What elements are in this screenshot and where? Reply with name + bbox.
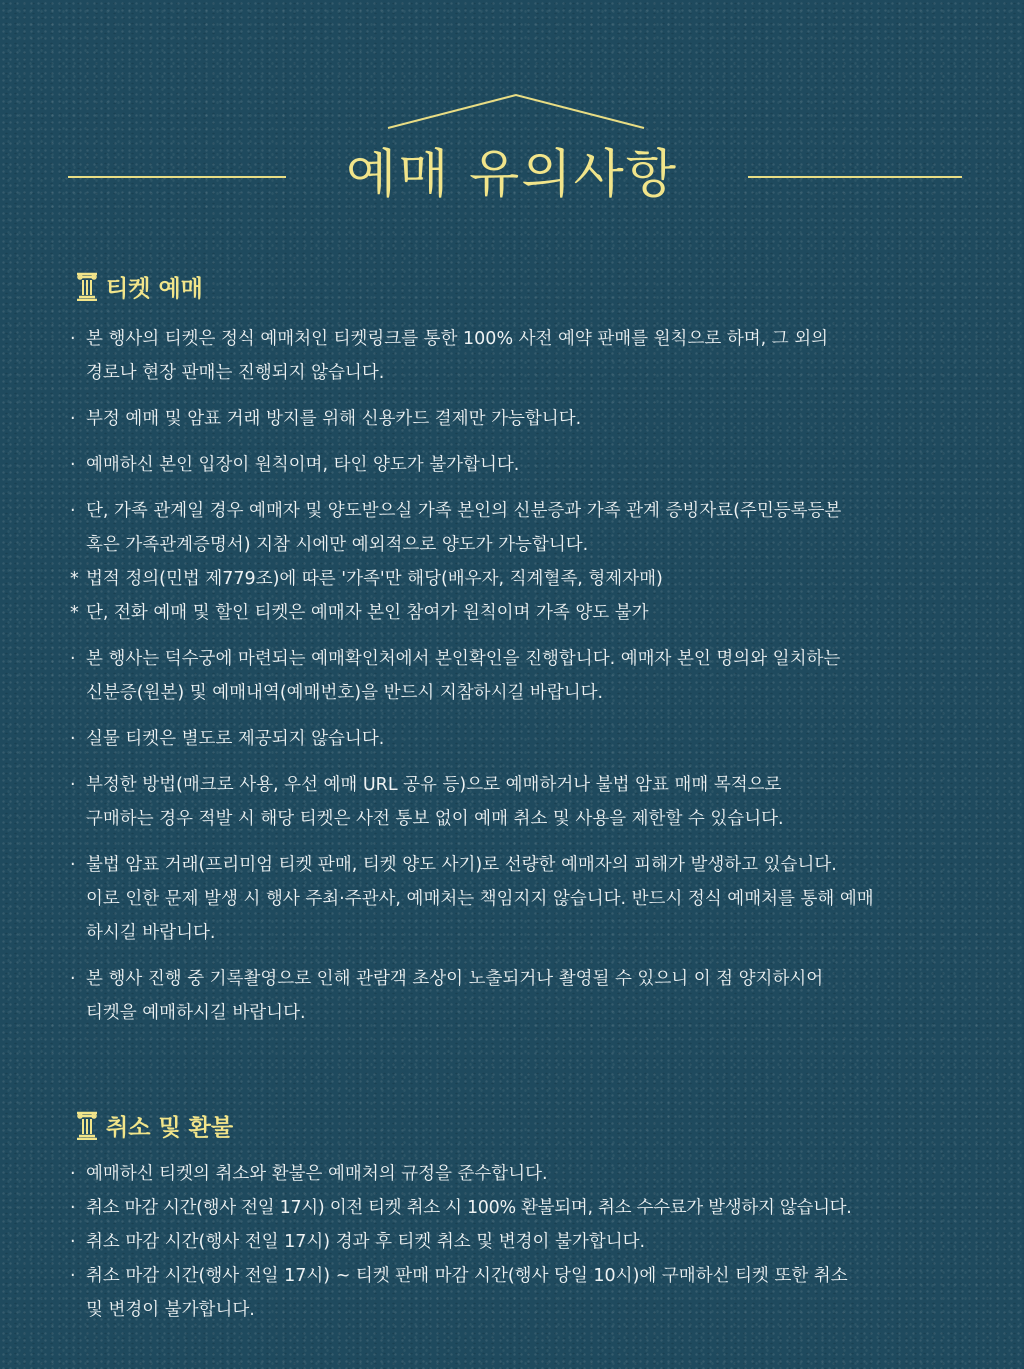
list-item-note: [70, 562, 970, 596]
list-item: [70, 1225, 970, 1259]
bullet-mark: ·: [70, 775, 76, 795]
item-text: 법적 정의(민법 제779조)에 따른 '가족'만 해당(배우자, 직계혈족, 형제자매): [86, 569, 663, 589]
list-item: [70, 642, 970, 710]
list-item: [70, 494, 970, 562]
item-text: 부정한 방법(매크로 사용, 우선 예매 URL 공유 등)으로 예매하거나 불법 암표 매매 목적으로: [86, 775, 782, 795]
item-text: 혹은 가족관계증명서) 지참 시에만 예외적으로 양도가 가능합니다.: [86, 535, 589, 555]
item-text: 예매하신 본인 입장이 원칙이며, 타인 양도가 불가합니다.: [86, 455, 520, 475]
list-item: [70, 768, 970, 836]
list-item: [70, 1191, 970, 1225]
bullet-mark: ·: [70, 501, 76, 521]
item-text: 본 행사의 티켓은 정식 예매처인 티켓링크를 통한 100% 사전 예약 판매를 원칙으로 하며, 그 외의: [86, 329, 829, 349]
section-item-list: [70, 1157, 970, 1327]
bullet-mark: ·: [70, 1198, 76, 1218]
pillar-icon: [74, 1110, 100, 1140]
pillar-icon: [74, 271, 100, 301]
list-item: [70, 402, 970, 436]
bullet-mark: ·: [70, 409, 76, 429]
item-text: 본 행사는 덕수궁에 마련되는 예매확인처에서 본인확인을 진행합니다. 예매자 본인 명의와 일치하는: [86, 649, 841, 669]
bullet-mark: ·: [70, 329, 76, 349]
item-text: 구매하는 경우 적발 시 해당 티켓은 사전 통보 없이 예매 취소 및 사용을 제한할 수 있습니다.: [86, 809, 784, 829]
item-text: 경로나 현장 판매는 진행되지 않습니다.: [86, 363, 385, 383]
asterisk-mark: *: [70, 603, 79, 623]
list-item: [70, 1157, 970, 1191]
item-text: 부정 예매 및 암표 거래 방지를 위해 신용카드 결제만 가능합니다.: [86, 409, 582, 429]
item-text: 예매하신 티켓의 취소와 환불은 예매처의 규정을 준수합니다.: [86, 1164, 548, 1184]
item-text: 취소 마감 시간(행사 전일 17시) 경과 후 티켓 취소 및 변경이 불가합니다.: [86, 1232, 646, 1252]
item-text: 티켓을 예매하시길 바랍니다.: [86, 1003, 306, 1023]
item-text: 단, 가족 관계일 경우 예매자 및 양도받으실 가족 본인의 신분증과 가족 관계 증빙자료(주민등록등본: [86, 501, 842, 521]
item-text: 취소 마감 시간(행사 전일 17시) ~ 티켓 판매 마감 시간(행사 당일 10시)에 구매하신 티켓 또한 취소: [86, 1266, 848, 1286]
item-text: 취소 마감 시간(행사 전일 17시) 이전 티켓 취소 시 100% 환불되며, 취소 수수료가 발생하지 않습니다.: [86, 1198, 852, 1218]
bullet-mark: ·: [70, 729, 76, 749]
bullet-mark: ·: [70, 1232, 76, 1252]
list-item-note: [70, 596, 970, 630]
section-item-list: [70, 322, 970, 1030]
bullet-mark: ·: [70, 649, 76, 669]
item-text: 및 변경이 불가합니다.: [86, 1300, 255, 1320]
list-item: [70, 322, 970, 390]
bullet-mark: ·: [70, 455, 76, 475]
section-title: 취소 및 환불: [106, 1113, 234, 1141]
item-text: 불법 암표 거래(프리미엄 티켓 판매, 티켓 양도 사기)로 선량한 예매자의 피해가 발생하고 있습니다.: [86, 855, 837, 875]
list-item: [70, 448, 970, 482]
page-header: [0, 0, 1024, 240]
item-text: 실물 티켓은 별도로 제공되지 않습니다.: [86, 729, 385, 749]
list-item: [70, 848, 970, 950]
bullet-mark: ·: [70, 855, 76, 875]
bullet-mark: ·: [70, 1164, 76, 1184]
item-text: 본 행사 진행 중 기록촬영으로 인해 관람객 초상이 노출되거나 촬영될 수 있으니 이 점 양지하시어: [86, 969, 824, 989]
item-text: 신분증(원본) 및 예매내역(예매번호)을 반드시 지참하시길 바랍니다.: [86, 683, 604, 703]
bullet-mark: ·: [70, 1266, 76, 1286]
list-item: [70, 722, 970, 756]
item-text: 단, 전화 예매 및 할인 티켓은 예매자 본인 참여가 원칙이며 가족 양도 불가: [86, 603, 649, 623]
asterisk-mark: *: [70, 569, 79, 589]
section-heading: [74, 1108, 233, 1142]
section-title: 티켓 예매: [106, 274, 203, 302]
item-text: 하시길 바랍니다.: [86, 923, 216, 943]
bullet-mark: ·: [70, 969, 76, 989]
page-title: 예매 유의사항: [346, 145, 678, 205]
section-heading: [74, 269, 203, 303]
list-item: [70, 962, 970, 1030]
item-text: 이로 인한 문제 발생 시 행사 주최·주관사, 예매처는 책임지지 않습니다. 반드시 정식 예매처를 통해 예매: [86, 889, 874, 909]
list-item: [70, 1259, 970, 1327]
